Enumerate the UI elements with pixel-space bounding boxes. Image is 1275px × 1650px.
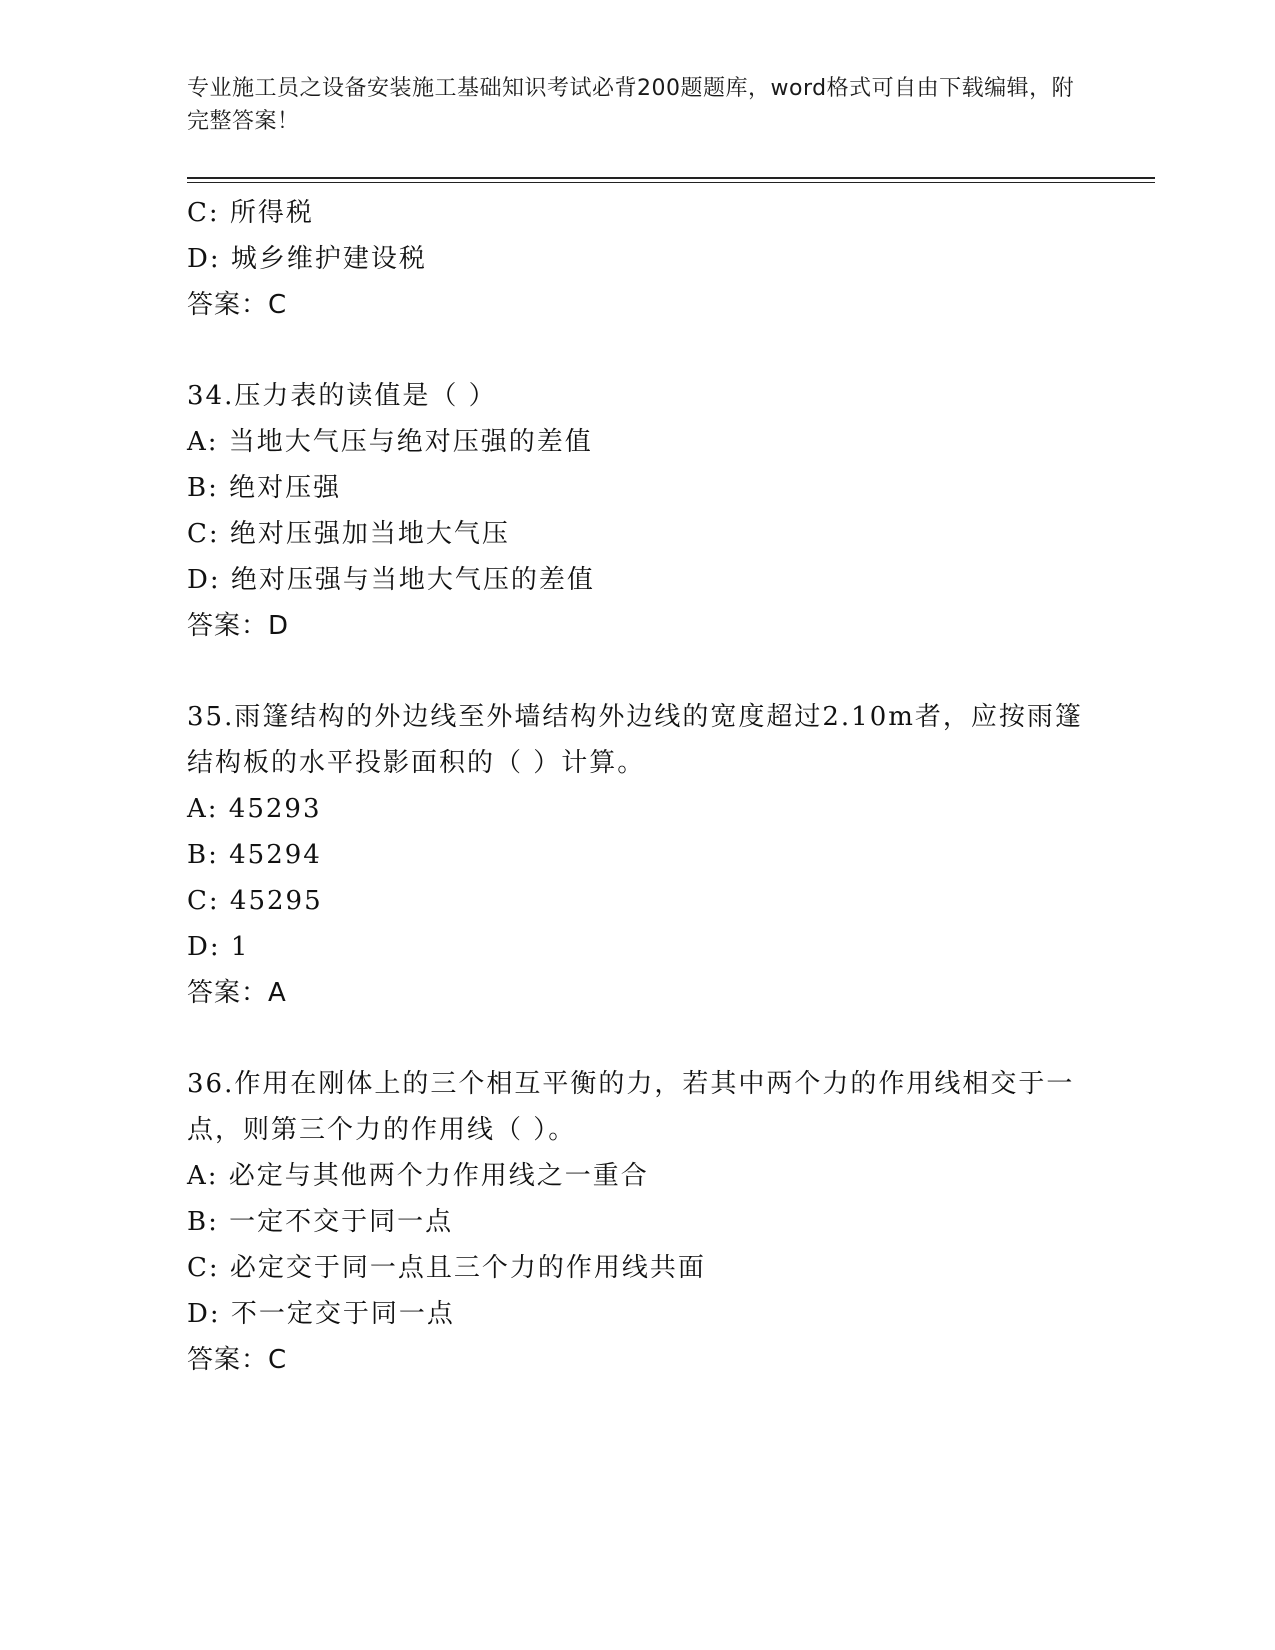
option-d: D: 城乡维护建设税 — [187, 244, 427, 274]
option-c: C: 45295 — [187, 886, 323, 916]
question-block-continued — [187, 190, 1087, 328]
answer-line: 答案：C — [187, 290, 288, 320]
question-block-35 — [187, 694, 1087, 1016]
option-d: D: 绝对压强与当地大气压的差值 — [187, 565, 595, 595]
answer-line: 答案：D — [187, 611, 290, 641]
option-b: B: 绝对压强 — [187, 473, 342, 503]
question-stem: 35.雨篷结构的外边线至外墙结构外边线的宽度超过2.10m者，应按雨篷结构板的水平投影面积的（ ）计算。 — [187, 702, 1083, 778]
option-c: C: 必定交于同一点且三个力的作用线共面 — [187, 1253, 706, 1283]
answer-line: 答案：A — [187, 978, 287, 1008]
option-b: B: 45294 — [187, 840, 322, 870]
question-stem: 34.压力表的读值是（ ） — [187, 381, 497, 411]
option-b: B: 一定不交于同一点 — [187, 1207, 454, 1237]
header-divider — [187, 177, 1155, 183]
option-d: D: 1 — [187, 932, 250, 962]
option-d: D: 不一定交于同一点 — [187, 1299, 455, 1329]
question-block-36 — [187, 1061, 1087, 1383]
option-a: A: 45293 — [187, 794, 322, 824]
question-stem: 36.作用在刚体上的三个相互平衡的力，若其中两个力的作用线相交于一点，则第三个力的作用线（ ）。 — [187, 1069, 1075, 1145]
answer-line: 答案：C — [187, 1345, 288, 1375]
option-a: A: 当地大气压与绝对压强的差值 — [187, 427, 593, 457]
option-c: C: 所得税 — [187, 198, 314, 228]
question-block-34 — [187, 373, 1087, 649]
document-body — [187, 190, 1087, 1383]
option-a: A: 必定与其他两个力作用线之一重合 — [187, 1161, 649, 1191]
page-header — [187, 72, 1077, 138]
document-title: 专业施工员之设备安装施工基础知识考试必背200题题库，word格式可自由下载编辑，附完整答案！ — [187, 76, 1075, 134]
option-c: C: 绝对压强加当地大气压 — [187, 519, 510, 549]
